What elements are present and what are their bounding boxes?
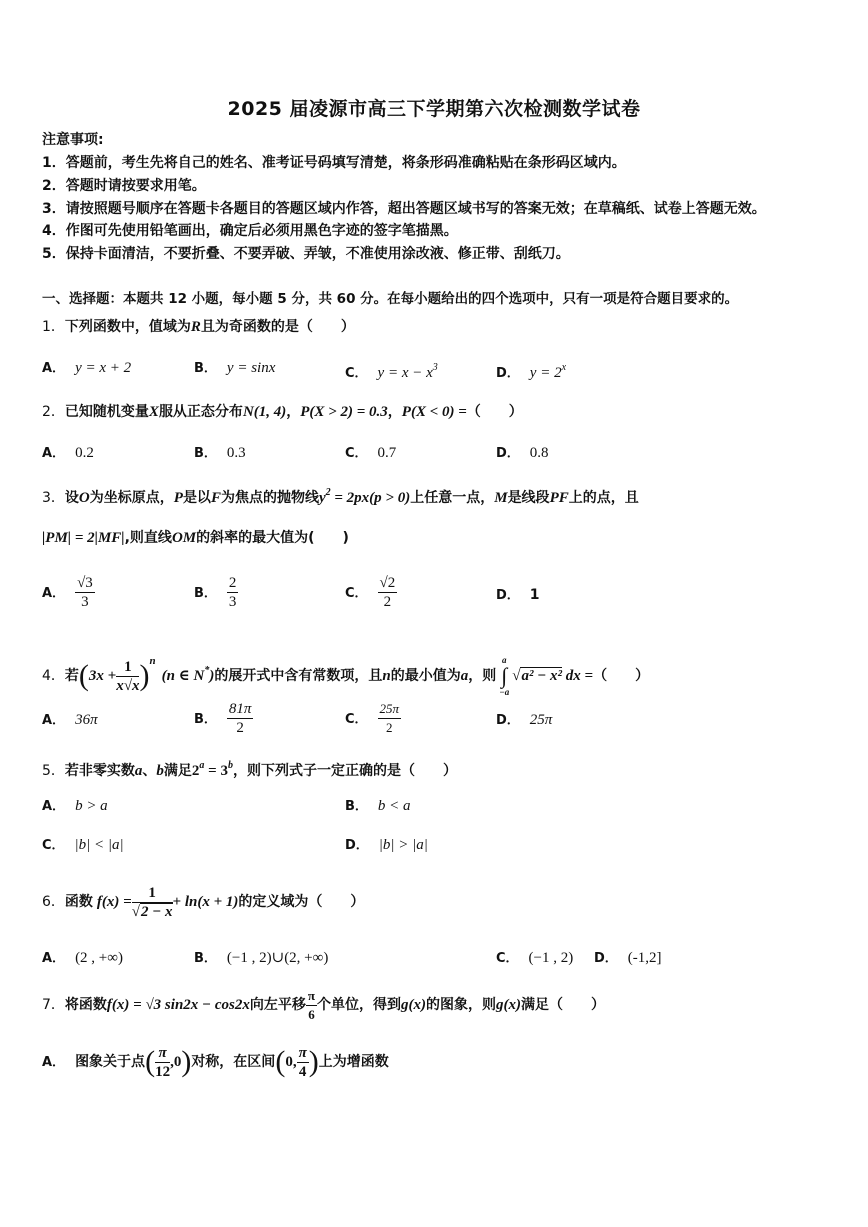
option-label: D． [594,951,618,966]
notice-heading: 注意事项: [42,132,104,148]
math-var: O [78,490,90,506]
option-value: y = 2 [529,365,562,381]
fraction [378,700,402,737]
math-expr: + ln(x + 1) [172,894,239,910]
denominator: x√x [116,677,140,694]
stem-text: 上的点，且 [568,490,639,506]
denominator: 6 [308,1006,315,1022]
question-number: 3． [42,490,65,506]
stem-text: 上任意一点， [410,490,495,506]
math-var: n [382,668,391,684]
option-label: A． [42,799,66,814]
q5-option-b[interactable] [345,796,411,817]
question-number: 2． [42,404,65,420]
question-number: 7． [42,997,65,1013]
big-paren-close: ) [139,659,150,692]
option-value: y = x + 2 [75,360,132,376]
option-value: (−1 , 2) [528,950,574,966]
stem-text: 函数 [64,894,93,910]
q1-option-b[interactable] [194,358,275,379]
option-value: |b| < |a| [74,837,124,853]
stem-text: 满足 [163,763,192,779]
option-label: A． [42,1055,66,1070]
option-label: D． [345,838,369,853]
numerator: √3 [77,575,93,591]
stem-text: 已知随机变量 [64,404,149,420]
q1-option-c[interactable] [345,358,438,384]
stem-text: 的图象，则 [426,997,496,1013]
stem-text: 个单位，得到 [317,997,401,1013]
stem-text: 服从正态分布 [158,404,243,420]
denominator [132,903,173,921]
math-var: P [173,490,183,506]
math-expr: (n ∈ N [161,668,205,684]
math-expr: 3x + [88,668,117,684]
stem-text: 是以 [182,490,211,506]
option-label: B． [194,361,217,376]
numerator: π [306,987,317,1006]
math-var: PF [549,490,569,506]
q1-option-a[interactable] [42,358,131,379]
math-expr: a² − x² [521,668,563,684]
option-label: C． [345,366,368,381]
math-expr: g(x) [401,997,426,1013]
math-expr: ,0 [170,1054,182,1070]
q1-option-d[interactable] [496,358,566,384]
numerator: 2 [228,575,237,591]
section-heading: 一、选择题：本题共 12 小题，每小题 5 分，共 60 分。在每小题给出的四个选项中，只有一项是符合题目要求的。 [42,291,739,307]
question-6-stem [42,882,364,922]
fraction [378,574,398,611]
fraction [306,987,317,1024]
stem-text: 的定义域为（ ） [238,894,365,910]
fraction [227,700,254,737]
option-label: B． [194,711,217,727]
stem-text: ，则 [468,668,497,684]
q2-option-b[interactable] [194,443,246,464]
math-expr: = 2px(p > 0) [330,490,411,506]
math-expr: dx = [562,668,594,684]
math-var: b [156,763,164,779]
option-value: 0.8 [529,445,549,461]
option-label: B． [194,951,217,966]
math-expr: P(X > 2) = 0.3 [300,404,388,420]
option-label: A． [42,713,66,728]
denominator: 4 [298,1063,307,1080]
question-number: 1． [42,319,65,335]
fraction [155,1044,170,1081]
math-expr: |PM| = 2|MF| [42,530,125,546]
option-label: A． [42,446,66,461]
integral-lower: −a [499,687,510,697]
stem-text: 是线段 [507,490,550,506]
math-expr: f(x) = √3 sin2x − cos2x [106,997,250,1013]
option-text: 上为增函数 [318,1054,389,1070]
stem-text: （ ） [466,404,523,420]
fraction [116,658,139,695]
stem-text: 为焦点的抛物线 [220,490,319,506]
option-label: A． [42,585,66,601]
stem-text: 且为奇函数的是（ ） [200,319,355,335]
option-value: (2 , +∞) [75,950,123,966]
q6-option-a[interactable] [42,948,123,969]
option-value: (-1,2] [627,950,662,966]
q3-option-b[interactable] [194,574,238,611]
option-label: D． [496,588,520,603]
exponent: x [561,362,567,373]
q6-option-d[interactable] [594,948,662,969]
numerator: 25π [378,700,402,719]
stem-text: ，则下列式子一定正确的是（ ） [232,763,457,779]
numerator: √2 [379,575,396,591]
q3-option-d[interactable] [496,585,540,606]
option-label: C． [345,446,368,461]
option-label: A． [42,361,66,376]
q6-option-b[interactable] [194,948,328,969]
integral-sign: ∫ [501,663,508,688]
numerator: π [298,1044,307,1061]
stem-text: ,则直线 [124,530,172,546]
q5-option-d[interactable] [345,835,428,856]
exponent: n [149,655,156,667]
q3-option-c[interactable] [345,574,397,611]
option-value: b > a [75,798,108,814]
option-label: A． [42,951,66,966]
exam-title: 2025 届凌源市高三下学期第六次检测数学试卷 [227,98,641,120]
option-label: D． [496,713,520,728]
numerator: 1 [132,884,173,903]
notice-item-4: 4．作图可先使用铅笔画出，确定后必须用黑色字迹的签字笔描黑。 [42,223,458,239]
denominator: 12 [155,1063,171,1080]
big-paren-close: ) [181,1045,192,1078]
option-label: C． [496,951,519,966]
denominator: 2 [383,594,392,610]
q4-option-b[interactable] [194,700,253,737]
option-label: C． [42,838,65,853]
stem-text: 满足（ ） [521,997,605,1013]
math-expr: N(1, 4) [242,404,287,420]
option-value: y = sinx [226,360,276,376]
notice-item-3: 3．请按照题号顺序在答题卡各题目的答题区域内作答，超出答题区域书写的答案无效；在草稿纸、试卷上答题无效。 [42,201,766,217]
stem-text: ， [387,404,402,420]
option-value: 36π [75,712,98,728]
question-number: 4． [42,668,65,684]
math-expr: f(x) = [96,894,132,910]
stem-text: 下列函数中，值域为 [64,319,191,335]
stem-text: 若非零实数 [64,763,135,779]
numerator: 81π [228,701,252,717]
denominator: 3 [81,594,89,610]
stem-text: 向左平移 [249,997,306,1013]
stem-text: （ ） [593,668,650,684]
stem-text: 为坐标原点， [89,490,174,506]
option-text: 对称，在区间 [191,1054,276,1070]
option-value: 1 [529,587,540,603]
math-var: R [190,319,201,335]
question-2-stem [42,403,523,421]
stem-text: 的展开式中含有常数项，且 [214,668,383,684]
math-expr: = 3 [204,763,228,779]
numerator: π [155,1044,170,1063]
option-value: 0.2 [75,445,94,461]
q2-option-d[interactable] [496,443,549,464]
math-expr: y [318,490,326,506]
option-label: D． [496,366,520,381]
math-var: a [134,763,143,779]
stem-text: 、 [142,763,157,779]
question-5-stem [42,757,457,780]
option-label: B． [345,799,368,814]
denominator: 3 [228,594,237,610]
option-label: C． [345,711,368,727]
option-label: D． [496,446,520,461]
q3-option-a[interactable] [42,574,95,611]
big-paren-open: ( [145,1045,156,1078]
q7-option-a[interactable] [42,1042,389,1083]
option-label: B． [194,446,217,461]
math-expr: 2 [191,763,200,779]
q4-option-c[interactable] [345,700,401,737]
option-label: B． [194,585,217,601]
math-expr: 0, [285,1054,297,1070]
math-var: M [494,490,508,506]
q4-option-a[interactable] [42,710,98,731]
math-expr: ) [209,668,215,684]
exponent: a [199,760,205,771]
integral-upper: a [501,655,507,665]
radicand: 2 − x [140,903,173,920]
option-value: (−1 , 2)∪(2, +∞) [226,950,329,966]
option-value: 0.7 [377,445,397,461]
question-3-stem-line1 [42,484,639,507]
stem-text: 若 [64,668,79,684]
option-label: C． [345,585,368,601]
exponent: * [204,665,210,676]
notice-item-5: 5．保持卡面清洁，不要折叠、不要弄破、弄皱，不准使用涂改液、修正带、刮纸刀。 [42,246,570,262]
math-expr: P(X < 0) = [401,404,467,420]
big-paren-close: ) [308,1045,319,1078]
question-number: 5． [42,763,65,779]
fraction [227,574,239,611]
sqrt-sign: √ [512,668,521,684]
option-value: y = x − x [377,365,433,381]
q4-option-d[interactable] [496,710,552,731]
math-var: OM [171,530,197,546]
math-expr: g(x) [496,997,521,1013]
big-paren-open: ( [275,1045,286,1078]
stem-text: 设 [64,490,79,506]
question-7-stem [42,985,605,1025]
q5-option-a[interactable] [42,796,108,817]
q6-option-c[interactable] [496,948,573,969]
option-value: b < a [377,798,411,814]
notice-item-2: 2．答题时请按要求用笔。 [42,178,206,194]
q2-option-a[interactable] [42,443,94,464]
sqrt-sign: √ [131,903,140,920]
option-value: 25π [529,712,553,728]
fraction [75,574,95,611]
fraction [132,884,173,921]
notice-item-1: 1．答题前，考生先将自己的姓名、准考证号码填写清楚，将条形码准确粘贴在条形码区域内。 [42,155,626,171]
option-value: |b| > |a| [378,837,428,853]
question-3-stem-line2 [42,529,349,547]
denominator: 2 [386,720,393,735]
question-4-stem [42,641,649,698]
math-var: X [148,404,159,420]
question-number: 6． [42,894,65,910]
exponent: 3 [432,362,438,373]
big-paren-open: ( [78,659,89,692]
fraction [297,1044,309,1081]
exponent: b [227,760,233,771]
stem-text: ， [286,404,301,420]
denominator: 2 [236,720,244,736]
stem-text: 的最小值为 [390,668,461,684]
integral [496,654,512,698]
question-1-stem [42,318,355,336]
q2-option-c[interactable] [345,443,396,464]
exponent: 2 [325,487,331,498]
option-text: 图象关于点 [75,1054,146,1070]
stem-text: 的斜率的最大值为( ) [196,530,349,546]
math-var: a [460,668,469,684]
math-var: F [210,490,221,506]
numerator: 1 [116,658,139,677]
stem-text: 将函数 [64,997,107,1013]
q5-option-c[interactable] [42,835,124,856]
option-value: 0.3 [226,445,246,461]
